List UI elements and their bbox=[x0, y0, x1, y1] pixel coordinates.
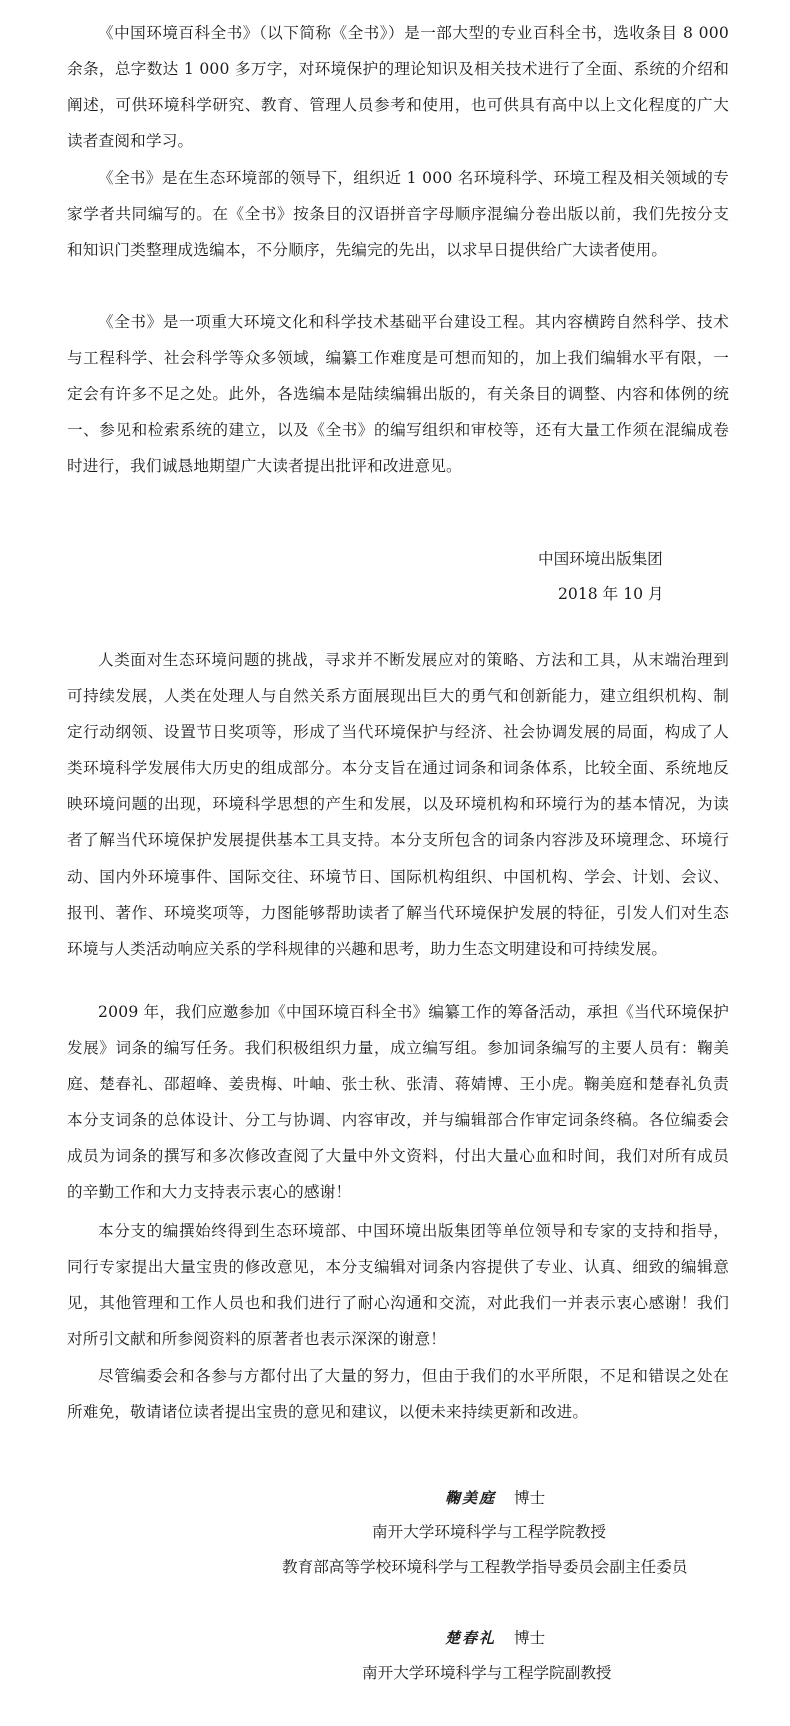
preface-paragraph-3: 本分支的编撰始终得到生态环境部、中国环境出版集团等单位领导和专家的支持和指导，同行专家提出大量宝贵的修改意见，本分支编辑对词条内容提供了专业、认真、细致的编辑意见，其他管理和工作人员也和我们进行了耐心沟通和交流，对此我们一并表示衷心感谢！我们对所引文献和所参阅资料的原著者也表示深深的谢意！ bbox=[67, 1222, 729, 1349]
preface-paragraph-4: 尽管编委会和各参与方都付出了大量的努力，但由于我们的水平所限，不足和错误之处在所难免，敬请诸位读者提出宝贵的意见和建议，以便未来持续更新和改进。 bbox=[67, 1367, 729, 1422]
foreword-paragraph-3: 《全书》是一项重大环境文化和科学技术基础平台建设工程。其内容横跨自然科学、技术与工程科学、社会科学等众多领域，编纂工作难度是可想而知的，加上我们编辑水平有限，一定会有许多不足之处。此外，各选编本是陆续编辑出版的，有关条目的调整、内容和体例的统一、参见和检索系统的建立，以及《全书》的编写组织和审校等，还有大量工作须在混编成卷时进行，我们诚恳地期望广大读者提出批评和改进意见。 bbox=[67, 313, 729, 476]
publisher-name: 中国环境出版集团 bbox=[538, 550, 663, 568]
signer-2-name: 楚春礼 bbox=[445, 1629, 497, 1647]
preface-paragraph-2: 2009 年，我们应邀参加《中国环境百科全书》编纂工作的筹备活动，承担《当代环境保护发展》词条的编写任务。我们积极组织力量，成立编写组。参加词条编写的主要人员有：鞠美庭、楚春礼、邵超峰、姜贵梅、叶岫、张士秋、张清、蒋婧博、王小虎。鞠美庭和楚春礼负责本分支词条的总体设计、分工与协调、内容审改，并与编辑部合作审定词条终稿。各位编委会成员为词条的撰写和多次修改查阅了大量中外文资料，付出大量心血和时间，我们对所有成员的辛勤工作和大力支持表示衷心的感谢！ bbox=[67, 1003, 729, 1202]
signer-2-affiliation-1: 南开大学环境科学与工程学院副教授 bbox=[362, 1664, 612, 1682]
signer-1-name: 鞠美庭 bbox=[445, 1489, 497, 1507]
signer-2-title: 博士 bbox=[514, 1629, 546, 1647]
signer-1-line bbox=[445, 1487, 545, 1509]
signer-1-affiliation-1: 南开大学环境科学与工程学院教授 bbox=[372, 1523, 606, 1541]
foreword-paragraph-2: 《全书》是在生态环境部的领导下，组织近 1 000 名环境科学、环境工程及相关领域的专家学者共同编写的。在《全书》按条目的汉语拼音字母顺序混编分卷出版以前，我们先按分支和知识门类整理成选编本，不分顺序，先编完的先出，以求早日提供给广大读者使用。 bbox=[67, 169, 729, 260]
publish-date: 2018 年 10 月 bbox=[558, 585, 664, 603]
signer-2-line bbox=[445, 1627, 545, 1649]
foreword-paragraph-1: 《中国环境百科全书》（以下简称《全书》）是一部大型的专业百科全书，选收条目 8 000 余条，总字数达 1 000 多万字，对环境保护的理论知识及相关技术进行了全面、系统的介绍和阐述，可供环境科学研究、教育、管理人员参考和使用，也可供具有高中以上文化程度的广大读者查阅和学习。 bbox=[67, 24, 729, 151]
signer-1-title: 博士 bbox=[514, 1489, 546, 1507]
preface-paragraph-1: 人类面对生态环境问题的挑战，寻求并不断发展应对的策略、方法和工具，从末端治理到可持续发展，人类在处理人与自然关系方面展现出巨大的勇气和创新能力，建立组织机构、制定行动纲领、设置节日奖项等，形成了当代环境保护与经济、社会协调发展的局面，构成了人类环境科学发展伟大历史的组成部分。本分支旨在通过词条和词条体系，比较全面、系统地反映环境问题的出现，环境科学思想的产生和发展，以及环境机构和环境行为的基本情况，为读者了解当代环境保护发展提供基本工具支持。本分支所包含的词条内容涉及环境理念、环境行动、国内外环境事件、国际交往、环境节日、国际机构组织、中国机构、学会、计划、会议、报刊、著作、环境奖项等，力图能够帮助读者了解当代环境保护发展的特征，引发人们对生态环境与人类活动响应关系的学科规律的兴趣和思考，助力生态文明建设和可持续发展。 bbox=[67, 651, 729, 958]
signer-1-affiliation-2: 教育部高等学校环境科学与工程教学指导委员会副主任委员 bbox=[282, 1558, 688, 1576]
